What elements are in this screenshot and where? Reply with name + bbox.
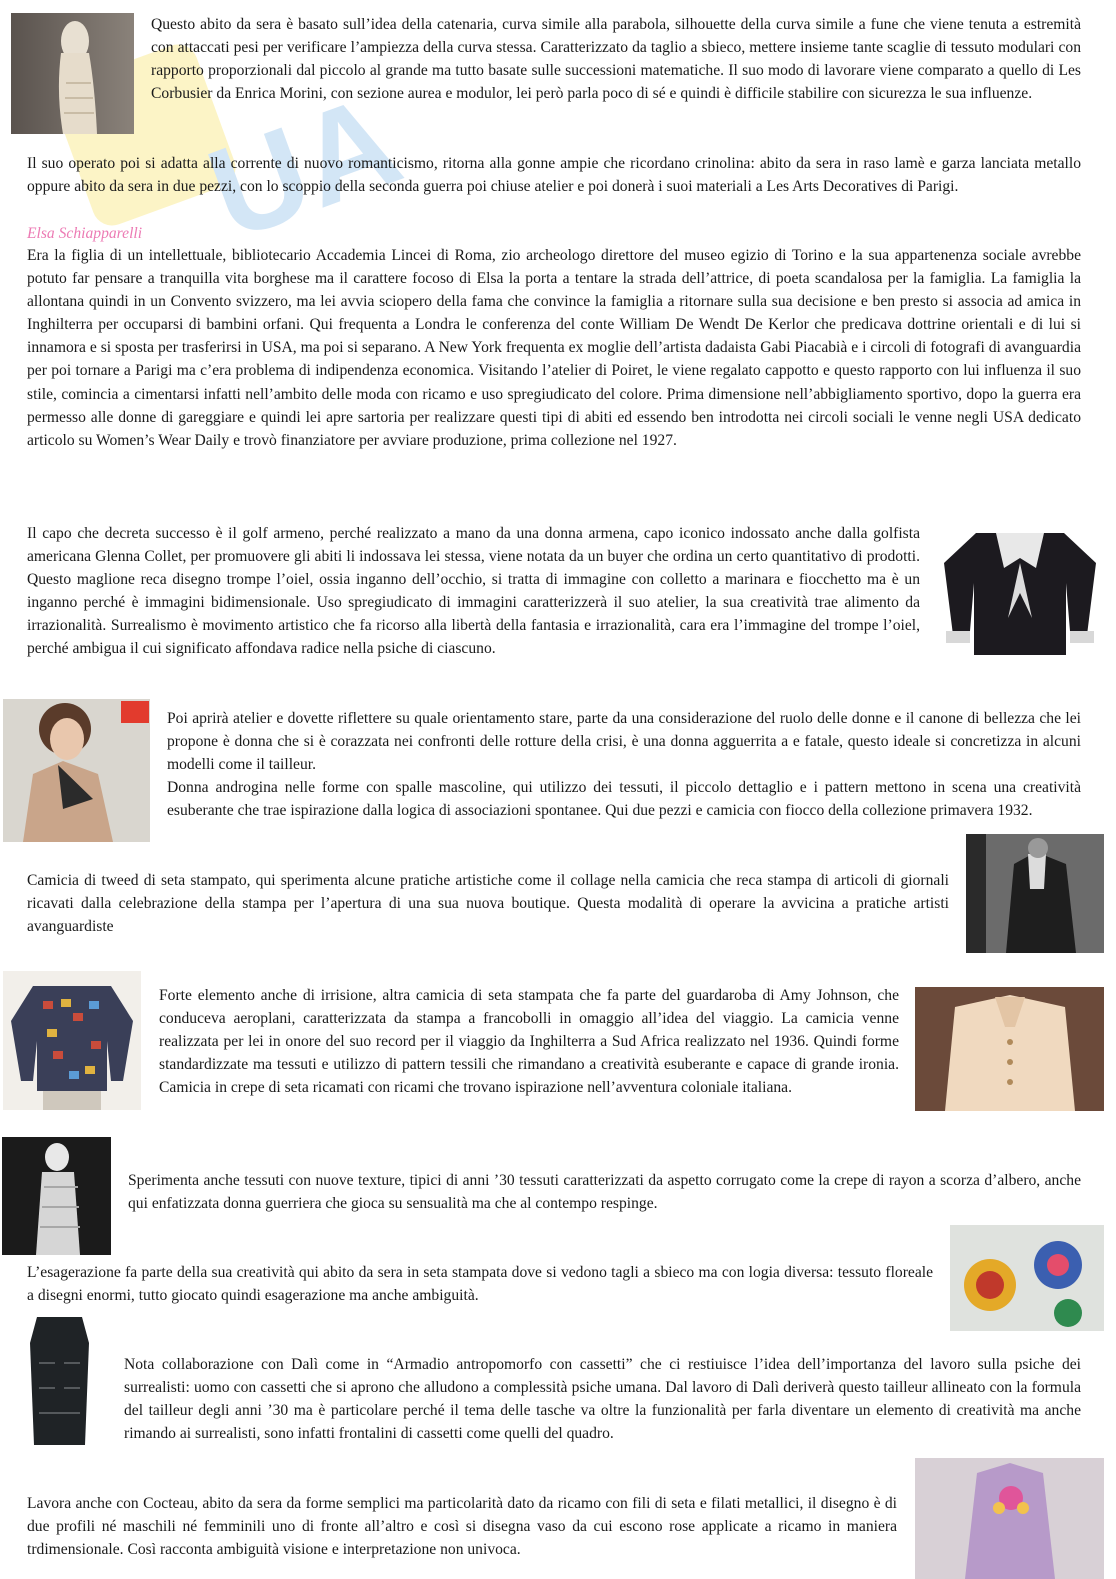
svg-text:UA: UA (190, 65, 418, 268)
paragraph-romanticismo: Il suo operato poi si adatta alla corrente di nuovo romanticismo, ritorna alla gonne ampie che ricordano crinolina: abito da sera in raso lamè e garza lanciata metallo oppure abito da sera in due pezzi, con lo scoppio della seconda guerra poi chiuse atelier e poi donerà i suoi materiali a Les Arts Decoratives di Parigi. (27, 155, 1081, 196)
paragraph-tweed: Camicia di tweed di seta stampato, qui sperimenta alcune pratiche artistiche come il collage nella camicia che reca stampa di articoli di giornali ricavati dalla celebrazione della stampa per l’apertura di una sua nuova boutique. Questa modalità di operare la avvicina a pratiche artisti avanguardiste (27, 872, 949, 936)
photo-catenaria-gown (11, 13, 134, 134)
paragraph-golf-armeno: Il capo che decreta successo è il golf armeno, perché realizzato a mano da una donna armena, capo iconico indossato anche dalla golfista americana Glenna Collet, per promuovere gli abiti li indossava lei stessa, viene notata da un buyer che ordina un certo quantitativo di prodotti. Questo maglione reca disegno trompe l’oiel, ossia inganno dell’occhio, si tratta di immagine con colletto a marinara e fiocchetto ma è un inganno perché è immagini bidimensionale. Uso spregiudicato di immagini caratterizzerà il suo atelier, la sua creatività trae alimento da irrazionalità. Surrealismo è movimento artistico che fa ricorso alla libertà della fantasia e irrazionalità, cara era l’immagine del trompe l’oiel, perché ambigua il cui significato affondava radice nella psiche di ciascuno. (27, 525, 920, 658)
photo-cocteau-gown (915, 1458, 1104, 1579)
photo-desk-suit (25, 1313, 94, 1449)
photo-crepe-blouse (915, 987, 1104, 1111)
paragraph-atelier: Poi aprirà atelier e dovette riflettere su quale orientamento stare, parte da una considerazione del ruolo delle donne e il canone di bellezza che lei propone è donna che si è corazzata nei confronti delle rotture della crisi, è una donna agguerrita a e fatale, questo ideale si concretizza in alcuni modelli come il tailleur. (167, 710, 1081, 774)
photo-printed-shirt-bw (966, 834, 1104, 953)
photo-woman-bow-blouse (3, 699, 150, 842)
photo-floral-print-fabric (950, 1225, 1104, 1331)
paragraph-dali: Nota collaborazione con Dalì come in “Armadio antropomorfo con cassetti” che ci restiuisce l’idea dell’importanza del lavoro sulla psiche dei surrealisti: uomo con cassetti che si aprono che alludono a complessità psiche umana. Dal lavoro di Dalì deriverà questo tailleur allineato con la formula del tailleur degli anni ’30 ma è particolare perché il tema delle tasche va oltre la funzionalità per farla diventare un elemento di creatività ma anche rimando ai surrealisti, sono infatti frontalini di cassetti come quelli del quadro. (124, 1356, 1081, 1443)
paragraph-esagerazione: L’esagerazione fa parte della sua creatività qui abito da sera in seta stampata dove si vedono tagli a sbieco ma con logia diversa: tessuto floreale a disegni enormi, tutto giocato quindi esagerazione ma anche ambiguità. (27, 1264, 933, 1305)
paragraph-francobolli: Forte elemento anche di irrisione, altra camicia di seta stampata che fa parte del guardaroba di Amy Johnson, che conduceva aeroplani, caratterizzata da stampa a francobolli in omaggio all’idea del viaggio. La camicia venne realizzata per lei in onore del suo record per il viaggio da Inghilterra a Sud Africa realizzato nel 1936. Quindi forme standardizzate ma tessuti e utilizzo di pattern tessili che rimandano a creatività esuberante e capace di grande ironia. Camicia in crepe di seta ricamati con ricami che trovano ispirazione nell’avventura coloniale italiana. (159, 987, 899, 1097)
paragraph-androgina: Donna androgina nelle forme con spalle mascoline, qui utilizzo dei tessuti, il piccolo dettaglio e i pattern mettono in scena una creatività esuberante che trae ispirazione dalla logica di associazioni spontanee. Qui due pezzi e camicia con fiocco della collezione primavera 1932. (167, 779, 1081, 820)
paragraph-catenaria: Questo abito da sera è basato sull’idea della catenaria, curva simile alla parabola, silhouette della curva simile a fune che viene tenuta a estremità con attaccati pesi per verificare l’ampiezza della curva stessa. Caratterizzato da taglio a sbieco, mettere insieme tante scaglie di tessuto modulari con rapporto proporzionali dal piccolo al grande ma tutto basate sulle successioni matematiche. Il suo modo di lavorare viene comparato a quello di Les Corbusier da Enrica Morini, con sezione aurea e modulor, lei però parla poco di sé e quindi è difficile stabilire con sicurezza le sua influenze. (151, 16, 1081, 103)
paragraph-texture: Sperimenta anche tessuti con nuove texture, tipici di anni ’30 tessuti caratterizzati da aspetto corrugato come la crepe di rayon a scorza d’albero, anche qui enfatizzata donna guerriera che gioca su sensualità ma che al contempo respinge. (128, 1172, 1081, 1213)
photo-bark-crepe-dress (2, 1137, 111, 1255)
paragraph-cocteau: Lavora anche con Cocteau, abito da sera da forme semplici ma particolarità dato da ricamo con fili di seta e filati metallici, il disegno è di due profili né maschili né femminili uno di fronte all’altro e così si disegna vaso da cui escono rose applicate a ricamo in maniera trdimensionale. Così racconta ambiguità visione e interpretazione non univoca. (27, 1495, 897, 1559)
paragraph-biografia: Era la figlia di un intellettuale, bibliotecario Accademia Lincei di Roma, zio archeologo direttore del museo egizio di Torino e la sua appartenenza sociale avrebbe potuto far pensare a tranquilla vita borghese ma il carattere focoso di Elsa la porta a tentare la strada dell’attrice, di poeta scandalosa per la famiglia. La famiglia la allontana quindi in un Convento svizzero, ma lei avvia sciopero della fama che convince la famiglia a ritornare sulla sua decisione e ben presto si associa ad amica in Inghilterra per occuparsi di bambini orfani. Qui frequenta a Londra le conferenza del conte William De Wendt De Kerlor che predicava dottrine orientali e di lui si innamora e si sposta per trasferirsi in USA, ma poi si separano. A New York frequenta ex moglie dell’artista dadaista Gabi Piacabià e i circoli di fotografi di avanguardia per poi tornare a Parigi ma c’era problema di indipendenza economica. Visitando l’atelier di Poiret, le viene regalato cappotto e questo rapporto con lui influenza il suo stile, comincia a cimentarsi infatti nell’ambito delle moda con ricamo e uso spregiudicato del colore. Prima dimensione nell’abbigliamento sportivo, dopo la guerra era permesso alle donne di gareggiare e quindi lei apre sartoria per realizzare questi tipi di abiti ed essendo ben introdotta nei circoli sociali le venne negli USA dedicato articolo su Women’s Wear Daily e trovò finanziatore per avviare produzione, prima collezione nel 1927. (27, 247, 1081, 449)
photo-golf-sweater (936, 523, 1104, 659)
photo-stamp-print-jacket (3, 971, 141, 1110)
section-heading-schiaparelli: Elsa Schiapparelli (27, 225, 143, 242)
